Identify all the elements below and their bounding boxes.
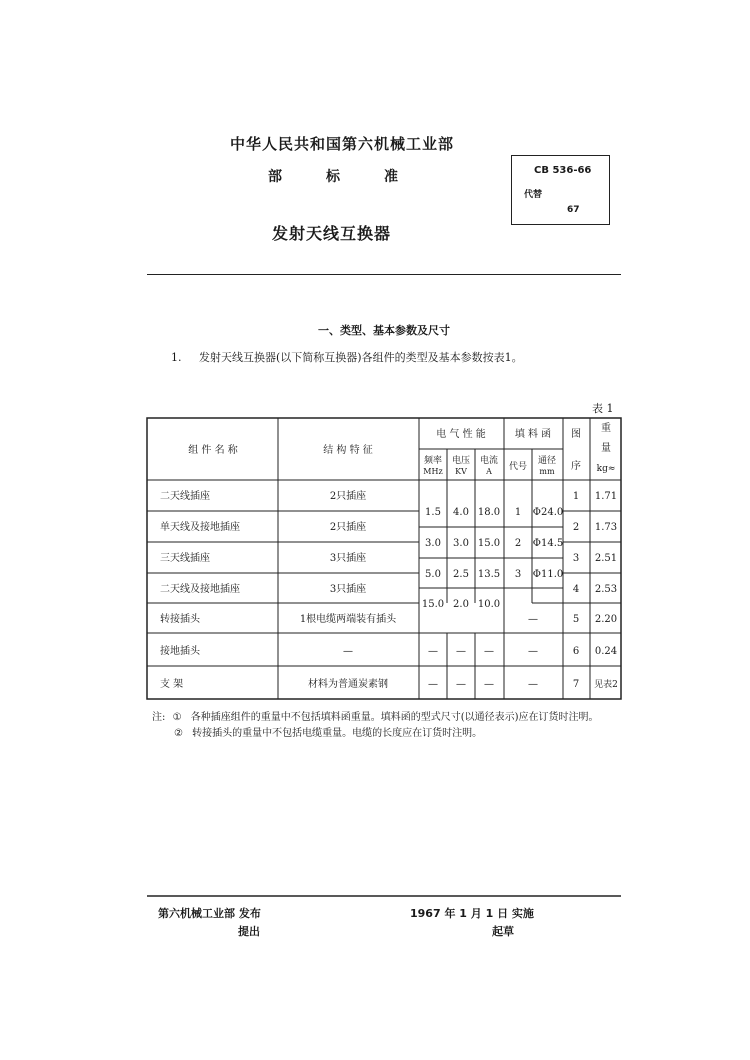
footer-draft: 起草 (492, 925, 514, 938)
row5-weight: 2.20 (594, 614, 618, 625)
elec-freq-2: 3.0 (425, 538, 441, 549)
row6-freq-dash: — (428, 646, 438, 657)
row7-structure: 材料为普通炭素钢 (308, 679, 388, 690)
row6-structure: — (343, 646, 353, 657)
row3-name: 三天线插座 (160, 553, 210, 564)
header-electrical: 电 气 性 能 (436, 429, 486, 440)
replaces-value: 67 (567, 205, 580, 215)
standard-char-1: 部 (268, 169, 282, 185)
notes-label: 注: (152, 712, 166, 723)
filler-code-1: 1 (514, 507, 522, 518)
section-title: 一、类型、基本参数及尺寸 (318, 324, 450, 337)
table-label: 表 1 (592, 402, 614, 415)
row7-seq: 7 (572, 679, 580, 690)
elec-curr-3: 13.5 (477, 569, 501, 580)
row1-weight: 1.71 (594, 491, 618, 502)
header-freq: 频率 (423, 456, 443, 466)
header-weight-2: 量 (601, 443, 611, 454)
row5-filler-dash: — (528, 614, 538, 625)
elec-freq-3: 5.0 (425, 569, 441, 580)
row2-name: 单天线及接地插座 (160, 522, 240, 533)
row6-seq: 6 (572, 646, 580, 657)
row5-structure: 1根电缆两端装有插头 (299, 614, 397, 625)
clause-number: 1. (171, 351, 182, 364)
row7-weight: 见表2 (594, 680, 618, 690)
row4-structure: 3只插座 (329, 584, 367, 595)
header-volt-unit: KV (455, 467, 467, 476)
standard-char-3: 准 (384, 169, 398, 185)
row6-volt-dash: — (456, 646, 466, 657)
note-1-text: 各种插座组件的重量中不包括填料函重量。填料函的型式尺寸(以通径表示)应在订货时注明。 (190, 712, 599, 723)
elec-volt-2: 3.0 (453, 538, 469, 549)
row7-curr-dash: — (484, 679, 494, 690)
row2-weight: 1.73 (594, 522, 618, 533)
note-1-mark: ① (172, 712, 182, 723)
row7-name: 支 架 (160, 679, 184, 690)
elec-curr-1: 18.0 (477, 507, 501, 518)
header-figure: 图 (571, 429, 581, 440)
row4-name: 二天线及接地插座 (160, 584, 240, 595)
row6-filler-dash: — (528, 646, 538, 657)
header-name: 组 件 名 称 (188, 445, 238, 456)
row3-seq: 3 (572, 553, 580, 564)
ministry-name: 中华人民共和国第六机械工业部 (230, 135, 455, 153)
header-bore: 通径 (537, 456, 557, 466)
clause-text: 发射天线互换器(以下简称互换器)各组件的类型及基本参数按表1。 (199, 351, 523, 364)
row3-weight: 2.51 (594, 553, 618, 564)
filler-bore-2: Φ14.5 (532, 538, 564, 549)
elec-volt-3: 2.5 (453, 569, 469, 580)
row4-weight: 2.53 (594, 584, 618, 595)
row3-structure: 3只插座 (329, 553, 367, 564)
elec-curr-2: 15.0 (477, 538, 501, 549)
header-curr: 电流 (479, 456, 499, 466)
filler-code-2: 2 (514, 538, 522, 549)
row1-structure: 2只插座 (329, 491, 367, 502)
header-volt: 电压 (451, 456, 471, 466)
footer-issuer: 第六机械工业部 发布 (158, 907, 261, 920)
header-weight-unit: kg≈ (596, 464, 616, 474)
row6-weight: 0.24 (594, 646, 618, 657)
elec-volt-4: 2.0 (453, 599, 469, 610)
header-structure: 结 构 特 征 (323, 445, 373, 456)
elec-volt-1: 4.0 (453, 507, 469, 518)
row4-seq: 4 (572, 584, 580, 595)
row7-filler-dash: — (528, 679, 538, 690)
footer-proposer: 提出 (238, 925, 260, 938)
header-bore-unit: mm (539, 467, 555, 476)
header-curr-unit: A (486, 467, 492, 476)
filler-code-3: 3 (514, 569, 522, 580)
row5-name: 转接插头 (160, 614, 200, 625)
row6-name: 接地插头 (160, 646, 200, 657)
elec-freq-4: 15.0 (421, 599, 445, 610)
elec-curr-4: 10.0 (477, 599, 501, 610)
row2-structure: 2只插座 (329, 522, 367, 533)
standard-code: CB 536-66 (534, 165, 592, 176)
filler-bore-3: Φ11.0 (532, 569, 564, 580)
note-1 (152, 708, 599, 723)
standard-char-2: 标 (326, 169, 340, 185)
note-2 (174, 724, 482, 739)
row2-seq: 2 (572, 522, 580, 533)
header-code: 代号 (508, 462, 528, 472)
header-seq: 序 (571, 461, 581, 472)
row5-seq: 5 (572, 614, 580, 625)
row7-freq-dash: — (428, 679, 438, 690)
elec-freq-1: 1.5 (425, 507, 441, 518)
document-title: 发射天线互换器 (272, 224, 392, 243)
row7-volt-dash: — (456, 679, 466, 690)
filler-bore-1: Φ24.0 (532, 507, 564, 518)
replaces-label: 代替 (524, 190, 543, 200)
header-filler: 填 料 函 (514, 429, 552, 440)
note-2-mark: ② (174, 728, 183, 739)
row1-seq: 1 (572, 491, 580, 502)
note-2-text: 转接插头的重量中不包括电缆重量。电缆的长度应在订货时注明。 (192, 728, 483, 739)
footer-date: 1967 年 1 月 1 日 实施 (410, 907, 534, 920)
row1-name: 二天线插座 (160, 491, 210, 502)
header-freq-unit: MHz (423, 467, 443, 476)
row6-curr-dash: — (484, 646, 494, 657)
header-weight-1: 重 (601, 423, 611, 434)
